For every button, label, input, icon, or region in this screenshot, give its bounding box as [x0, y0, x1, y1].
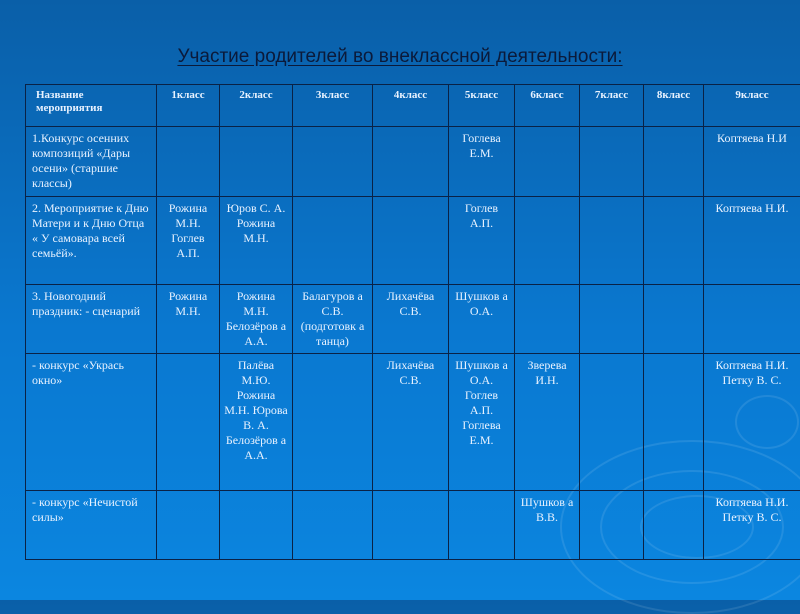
- column-header-event: Название мероприятия: [26, 85, 157, 127]
- table-cell: Рожина М.Н. Белозёров а А.А.: [220, 285, 293, 354]
- table-cell: Коптяева Н.И: [704, 127, 800, 197]
- table-row: [26, 285, 800, 354]
- table-cell: [373, 197, 449, 285]
- parents-participation-table: [25, 84, 800, 560]
- table-cell: [373, 491, 449, 560]
- table-cell: [644, 197, 704, 285]
- column-header-class-1: 1класс: [157, 85, 220, 127]
- table-cell: [704, 285, 800, 354]
- table-cell: Зверева И.Н.: [515, 354, 580, 491]
- column-header-class-8: 8класс: [644, 85, 704, 127]
- event-name: 3. Новогодний праздник: - сценарий: [26, 285, 157, 354]
- table-cell: Палёва М.Ю. Рожина М.Н. Юрова В. А. Белозёров а А.А.: [220, 354, 293, 491]
- table-cell: [580, 491, 644, 560]
- table-header-row: [26, 85, 800, 127]
- table-cell: Рожина М.Н. Гоглев А.П.: [157, 197, 220, 285]
- event-name: - конкурс «Нечистой силы»: [26, 491, 157, 560]
- table-cell: [293, 491, 373, 560]
- column-header-class-9: 9класс: [704, 85, 800, 127]
- table-cell: [644, 285, 704, 354]
- table-cell: [157, 491, 220, 560]
- table-cell: Гоглев А.П.: [449, 197, 515, 285]
- table-row: [26, 354, 800, 491]
- table-cell: [644, 127, 704, 197]
- event-name: 1.Конкурс осенних композиций «Дары осени» (старшие классы): [26, 127, 157, 197]
- table-cell: Коптяева Н.И.: [704, 197, 800, 285]
- table-cell: [220, 491, 293, 560]
- table-cell: Лихачёва С.В.: [373, 354, 449, 491]
- table-cell: Лихачёва С.В.: [373, 285, 449, 354]
- table-cell: [373, 127, 449, 197]
- event-name: 2. Мероприятие к Дню Матери и к Дню Отца « У самовара всей семьёй».: [26, 197, 157, 285]
- table-cell: [157, 127, 220, 197]
- column-header-class-2: 2класс: [220, 85, 293, 127]
- table-cell: [293, 127, 373, 197]
- column-header-class-6: 6класс: [515, 85, 580, 127]
- table-row: [26, 491, 800, 560]
- table-cell: [157, 354, 220, 491]
- table-cell: Шушков а В.В.: [515, 491, 580, 560]
- column-header-class-5: 5класс: [449, 85, 515, 127]
- column-header-class-7: 7класс: [580, 85, 644, 127]
- table-cell: Коптяева Н.И. Петку В. С.: [704, 491, 800, 560]
- table-cell: [580, 197, 644, 285]
- column-header-class-4: 4класс: [373, 85, 449, 127]
- table-cell: Юров С. А. Рожина М.Н.: [220, 197, 293, 285]
- table-cell: [293, 197, 373, 285]
- table-cell: [580, 354, 644, 491]
- table-cell: Балагуров а С.В. (подготовк а танца): [293, 285, 373, 354]
- table-cell: Гоглева Е.М.: [449, 127, 515, 197]
- column-header-class-3: 3класс: [293, 85, 373, 127]
- table-cell: Шушков а О.А. Гоглев А.П. Гоглева Е.М.: [449, 354, 515, 491]
- table-cell: [515, 197, 580, 285]
- table-cell: [515, 285, 580, 354]
- event-name: - конкурс «Укрась окно»: [26, 354, 157, 491]
- table-cell: [580, 127, 644, 197]
- table-cell: Коптяева Н.И. Петку В. С.: [704, 354, 800, 491]
- table-cell: [293, 354, 373, 491]
- table-cell: [644, 491, 704, 560]
- table-row: [26, 197, 800, 285]
- table-cell: [644, 354, 704, 491]
- page-title: Участие родителей во внеклассной деятельности:: [0, 46, 800, 68]
- table-cell: Рожина М.Н.: [157, 285, 220, 354]
- table-cell: [515, 127, 580, 197]
- table-cell: [220, 127, 293, 197]
- table-cell: [449, 491, 515, 560]
- table-cell: [580, 285, 644, 354]
- table-row: [26, 127, 800, 197]
- table-cell: Шушков а О.А.: [449, 285, 515, 354]
